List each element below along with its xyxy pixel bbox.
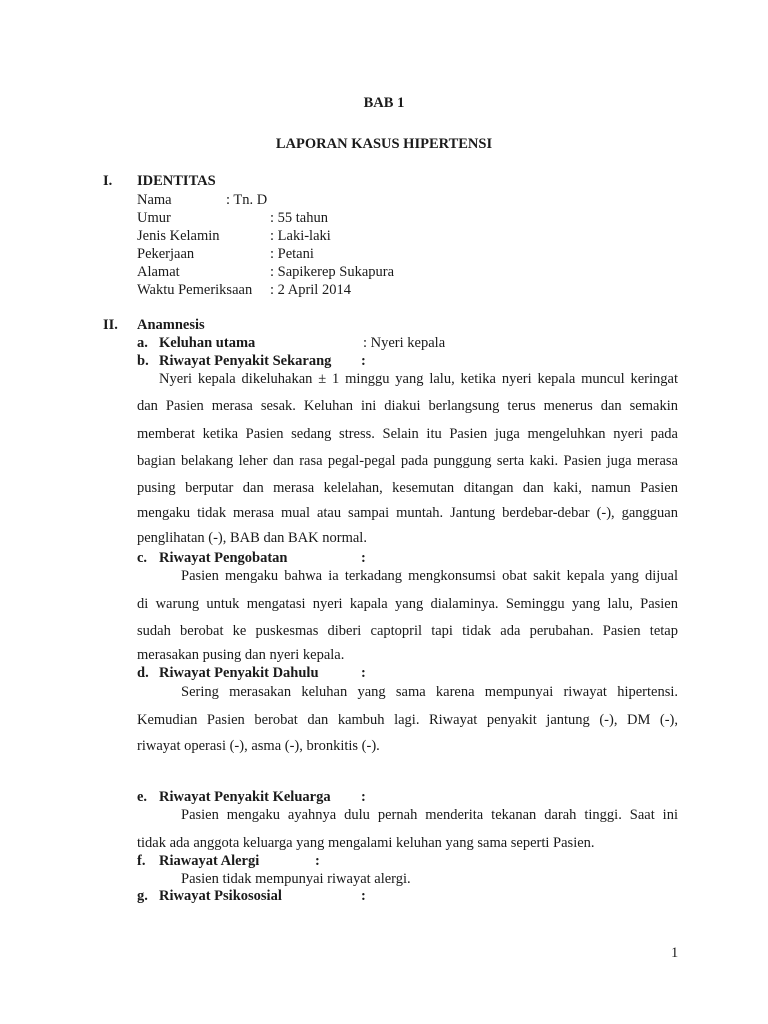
- paragraph-line: penglihatan (-), BAB dan BAK normal.: [137, 530, 367, 546]
- item-colon: :: [361, 353, 366, 369]
- identity-value-nama: : Tn. D: [226, 192, 268, 208]
- item-label-riwayat-penyakit-sekarang: Riwayat Penyakit Sekarang: [159, 353, 332, 369]
- section-heading-anamnesis: Anamnesis: [137, 317, 205, 333]
- section-number-identitas: I.: [103, 173, 113, 189]
- section-number-anamnesis: II.: [103, 317, 118, 333]
- paragraph-line: di warung untuk mengatasi nyeri kapala yang dialaminya. Seminggu yang lalu, Pasien: [137, 596, 678, 612]
- item-colon: :: [361, 665, 366, 681]
- section-heading-identitas: IDENTITAS: [137, 173, 216, 189]
- page-number: 1: [671, 945, 679, 961]
- identity-label-umur: Umur: [137, 210, 171, 226]
- item-letter-e: e.: [137, 789, 148, 805]
- paragraph-line: Sering merasakan keluhan yang sama karena mempunyai riwayat hipertensi.: [181, 684, 678, 700]
- item-colon: :: [361, 789, 366, 805]
- identity-label-pekerjaan: Pekerjaan: [137, 246, 195, 262]
- item-letter-f: f.: [137, 853, 146, 869]
- item-label-riwayat-psikososial: Riwayat Psikososial: [159, 888, 282, 904]
- item-label-keluhan-utama: Keluhan utama: [159, 335, 256, 351]
- item-value-keluhan-utama: : Nyeri kepala: [363, 335, 446, 351]
- paragraph-line: Pasien tidak mempunyai riwayat alergi.: [181, 871, 411, 887]
- identity-label-jenis-kelamin: Jenis Kelamin: [137, 228, 220, 244]
- item-letter-b: b.: [137, 353, 149, 369]
- identity-value-jenis-kelamin: : Laki-laki: [270, 228, 331, 244]
- item-colon: :: [361, 888, 366, 904]
- identity-label-waktu: Waktu Pemeriksaan: [137, 282, 253, 298]
- identity-label-nama: Nama: [137, 192, 172, 208]
- paragraph-line: mengaku tidak merasa mual atau sampai muntah. Jantung berdebar-debar (-), gangguan: [137, 505, 678, 521]
- identity-value-pekerjaan: : Petani: [270, 246, 314, 262]
- item-label-riwayat-pengobatan: Riwayat Pengobatan: [159, 550, 288, 566]
- paragraph-line: Nyeri kepala dikeluhakan ± 1 minggu yang lalu, ketika nyeri kepala muncul keringat: [159, 371, 678, 387]
- item-label-riwayat-penyakit-dahulu: Riwayat Penyakit Dahulu: [159, 665, 319, 681]
- item-letter-a: a.: [137, 335, 148, 351]
- document-title: LAPORAN KASUS HIPERTENSI: [275, 136, 493, 152]
- paragraph-line: Kemudian Pasien berobat dan kambuh lagi. Riwayat penyakit jantung (-), DM (-),: [137, 712, 678, 728]
- identity-value-umur: : 55 tahun: [270, 210, 328, 226]
- paragraph-line: memberat ketika Pasien sedang stress. Selain itu Pasien juga mengeluhkan nyeri pada: [137, 426, 678, 442]
- chapter-heading: BAB 1: [363, 95, 405, 111]
- paragraph-line: sudah berobat ke puskesmas diberi captopril tapi tidak ada perubahan. Pasien tetap: [137, 623, 678, 639]
- paragraph-line: Pasien mengaku ayahnya dulu pernah menderita tekanan darah tinggi. Saat ini: [181, 807, 678, 823]
- item-letter-d: d.: [137, 665, 149, 681]
- item-letter-g: g.: [137, 888, 148, 904]
- paragraph-line: merasakan pusing dan nyeri kepala.: [137, 647, 345, 663]
- paragraph-line: pusing berputar dan merasa kelelahan, kesemutan ditangan dan kaki, namun Pasien: [137, 480, 678, 496]
- item-colon: :: [361, 550, 366, 566]
- identity-label-alamat: Alamat: [137, 264, 180, 280]
- paragraph-line: tidak ada anggota keluarga yang mengalami keluhan yang sama seperti Pasien.: [137, 835, 595, 851]
- item-letter-c: c.: [137, 550, 148, 566]
- paragraph-line: Pasien mengaku bahwa ia terkadang mengkonsumsi obat sakit kepala yang dijual: [181, 568, 678, 584]
- item-colon: :: [315, 853, 320, 869]
- paragraph-line: riwayat operasi (-), asma (-), bronkitis (-).: [137, 738, 380, 754]
- item-label-riwayat-penyakit-keluarga: Riwayat Penyakit Keluarga: [159, 789, 331, 805]
- item-label-riwayat-alergi: Riawayat Alergi: [159, 853, 260, 869]
- paragraph-line: bagian belakang leher dan rasa pegal-pegal pada punggung serta kaki. Pasien juga merasa: [137, 453, 678, 469]
- identity-value-alamat: : Sapikerep Sukapura: [270, 264, 395, 280]
- identity-value-waktu: : 2 April 2014: [270, 282, 351, 298]
- paragraph-line: dan Pasien merasa sesak. Keluhan ini diakui berlangsung terus menerus dan semakin: [137, 398, 678, 414]
